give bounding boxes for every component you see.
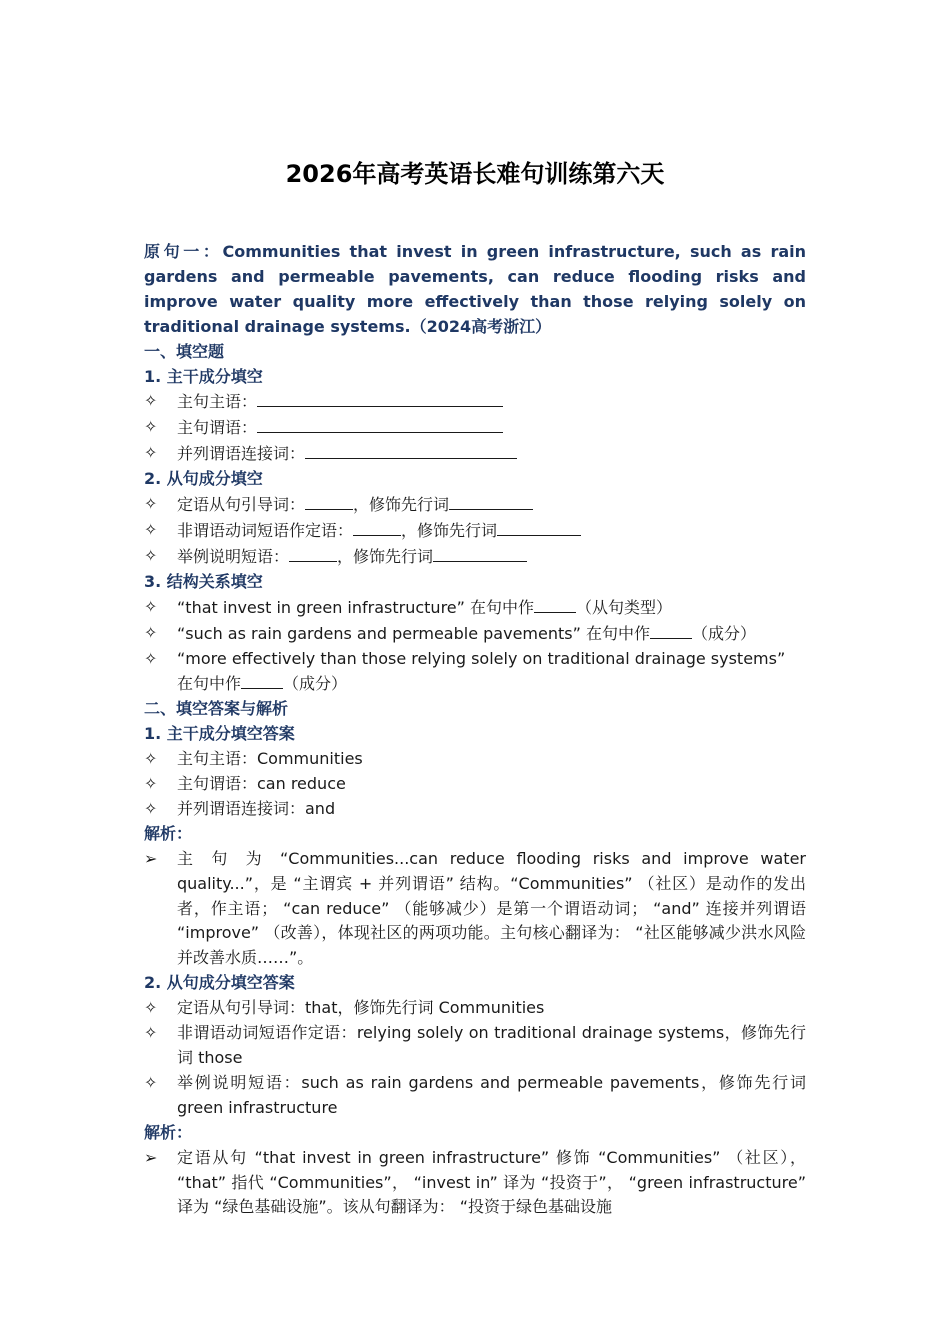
answer-blank[interactable] xyxy=(257,389,503,407)
part2-heading: 二、填空答案与解析 xyxy=(144,699,289,719)
list-item: ✧ 举例说明短语：such as rain gardens and permeable pavements，修饰先行词 green infrastructure xyxy=(144,1072,806,1117)
diamond-bullet-icon: ✧ xyxy=(144,596,158,616)
list-item: ✧ 主句主语： xyxy=(144,389,806,415)
document-body xyxy=(144,240,806,1220)
diamond-bullet-icon: ✧ xyxy=(144,798,158,818)
arrow-bullet-icon: ➢ xyxy=(144,848,158,868)
answer-blank[interactable] xyxy=(241,671,283,689)
list-item: ✧ 非谓语动词短语作定语： ，修饰先行词 xyxy=(144,518,806,544)
list-item: ✧ 主句谓语： xyxy=(144,415,806,441)
answer-blank[interactable] xyxy=(289,544,337,562)
diamond-bullet-icon: ✧ xyxy=(144,417,158,437)
answer-blank[interactable] xyxy=(449,492,533,510)
diamond-bullet-icon: ✧ xyxy=(144,1072,158,1092)
list-item: ✧ 非谓语动词短语作定语：relying solely on traditional drainage systems，修饰先行词 those xyxy=(144,1023,806,1067)
diamond-bullet-icon: ✧ xyxy=(144,443,158,463)
diamond-bullet-icon: ✧ xyxy=(144,1023,158,1043)
arrow-bullet-icon: ➢ xyxy=(144,1147,158,1167)
answer-blank[interactable] xyxy=(305,492,353,510)
answer-blank[interactable] xyxy=(433,544,527,562)
part1-s3-heading: 3. 结构关系填空 xyxy=(144,571,263,591)
diamond-bullet-icon: ✧ xyxy=(144,519,158,539)
analysis-paragraph: ➢ 定语从句 “that invest in green infrastructure” 修饰 “Communities” （社区）， “that” 指代 “Communities”， “invest in” 译为 “投资于”， “green infrastructure” 译为 “绿色基础设施”。该从句翻译为： “投资于绿色基础设施 xyxy=(144,1147,806,1217)
original-text: Communities that invest in green infrastructure, such as rain gardens and permeable pavements, can reduce flooding risks and improve water quality more effectively than those relying solely on traditional drainage systems.（2024高考浙江） xyxy=(144,242,806,336)
diamond-bullet-icon: ✧ xyxy=(144,622,158,642)
part1-s1-heading: 1. 主干成分填空 xyxy=(144,366,263,386)
analysis-paragraph: ➢ 主 句 为 “Communities...can reduce flooding risks and improve water quality...”，是 “主谓宾 + 并列谓语” 结构。“Communities” （社区）是动作的发出者，作主语； “can reduce” （能够减少）是第一个谓语动词； “and” 连接并列谓语 “improve” （改善），体现社区的两项功能。主句核心翻译为： “社区能够减少洪水风险并改善水质……”。 xyxy=(144,848,806,968)
diamond-bullet-icon: ✧ xyxy=(144,545,158,565)
part2-s1-heading: 1. 主干成分填空答案 xyxy=(144,724,295,744)
diamond-bullet-icon: ✧ xyxy=(144,749,158,769)
list-item: ✧ 主句主语：Communities xyxy=(144,747,806,772)
answer-blank[interactable] xyxy=(353,518,401,536)
answer-blank[interactable] xyxy=(497,518,581,536)
answer-blank[interactable] xyxy=(257,415,503,433)
part1-s2-heading: 2. 从句成分填空 xyxy=(144,469,263,489)
list-item: ✧ 定语从句引导词：that，修饰先行词 Communities xyxy=(144,996,806,1021)
answer-blank[interactable] xyxy=(534,595,576,613)
diamond-bullet-icon: ✧ xyxy=(144,648,158,668)
list-item: ✧ “more effectively than those relying solely on traditional drainage systems” 在句中作 （成分） xyxy=(144,648,786,694)
list-item: ✧ 举例说明短语： ，修饰先行词 xyxy=(144,544,806,570)
list-item: ✧ 并列谓语连接词： xyxy=(144,441,806,467)
diamond-bullet-icon: ✧ xyxy=(144,998,158,1018)
original-label: 原句一： xyxy=(144,242,223,261)
list-item: ✧ 主句谓语：can reduce xyxy=(144,772,806,797)
analysis-label: 解析： xyxy=(144,1122,193,1142)
part1-heading: 一、填空题 xyxy=(144,341,225,361)
diamond-bullet-icon: ✧ xyxy=(144,391,158,411)
answer-blank[interactable] xyxy=(305,441,517,459)
diamond-bullet-icon: ✧ xyxy=(144,774,158,794)
diamond-bullet-icon: ✧ xyxy=(144,494,158,514)
list-item: ✧ “that invest in green infrastructure” 在句中作 （从句类型） xyxy=(144,595,806,621)
list-item: ✧ 定语从句引导词： ，修饰先行词 xyxy=(144,492,806,518)
list-item: ✧ “such as rain gardens and permeable pavements” 在句中作 （成分） xyxy=(144,621,806,647)
original-sentence xyxy=(144,240,806,340)
part2-s2-heading: 2. 从句成分填空答案 xyxy=(144,973,295,993)
list-item: ✧ 并列谓语连接词：and xyxy=(144,797,806,822)
analysis-label: 解析： xyxy=(144,823,193,843)
page-title: 2026年高考英语长难句训练第六天 xyxy=(285,160,665,188)
answer-blank[interactable] xyxy=(650,621,692,639)
